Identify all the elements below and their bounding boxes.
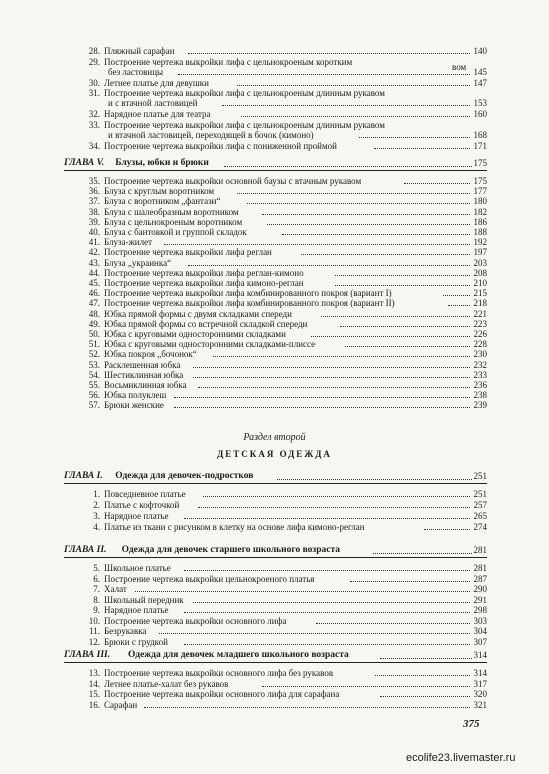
entry-title: Построение чертежа выкройки лифа с пониженной проймой xyxy=(104,140,337,151)
page-number: 281 xyxy=(473,563,487,573)
entry-title: без ластовицы xyxy=(108,66,164,77)
page-number: 232 xyxy=(473,359,487,370)
page-number: 274 xyxy=(473,522,487,532)
page-number: 317 xyxy=(473,678,487,689)
entry-number: 46. xyxy=(88,288,100,299)
dot-leader xyxy=(184,643,471,645)
page-number: 321 xyxy=(473,699,487,710)
entry-number: 33. xyxy=(88,119,100,130)
page-number: 298 xyxy=(473,605,487,615)
entry-number: 52. xyxy=(88,349,100,360)
chapter-page-number: 175 xyxy=(473,158,487,168)
entry-number: 6. xyxy=(93,573,100,584)
entry-number: 48. xyxy=(88,308,100,319)
page-number: 230 xyxy=(473,349,487,360)
entry-number: 55. xyxy=(88,380,100,390)
dot-leader xyxy=(277,478,472,480)
page-number: 215 xyxy=(473,288,487,299)
part-title: ДЕТСКАЯ ОДЕЖДА xyxy=(217,449,332,459)
dot-leader xyxy=(267,223,470,225)
chapter-page-number: 281 xyxy=(473,545,487,555)
entry-title: Построение чертежа выкройки основной баузы с втачным рукавом xyxy=(104,176,362,186)
separator-rule xyxy=(64,662,487,663)
entry-number: 35. xyxy=(88,176,100,186)
entry-number: 29. xyxy=(88,56,100,67)
entry-number: 44. xyxy=(88,267,100,278)
entry-number: 41. xyxy=(88,237,100,248)
entry-number: 45. xyxy=(88,278,100,288)
entry-title: Школьный передник xyxy=(104,594,184,605)
entry-number: 37. xyxy=(88,196,100,207)
dot-leader xyxy=(311,335,470,337)
dot-leader xyxy=(335,284,470,286)
page-number: 153 xyxy=(473,98,487,108)
entry-number: 36. xyxy=(88,186,100,197)
dot-leader xyxy=(198,386,470,388)
entry-number: 4. xyxy=(93,522,100,532)
dot-leader xyxy=(247,202,470,204)
entry-title: Блуза с круглым воротником xyxy=(104,186,215,197)
page-number: 290 xyxy=(473,584,487,594)
dot-leader xyxy=(321,315,470,317)
entry-number: 34. xyxy=(88,140,100,151)
page-number: 145 xyxy=(473,66,487,77)
dot-leader xyxy=(178,73,470,75)
dot-leader xyxy=(203,495,470,497)
dot-leader xyxy=(380,657,472,659)
separator-rule xyxy=(64,170,487,171)
entry-title: Построение чертежа выкройки лифа с цельнокроеным коротким xyxy=(104,56,353,67)
entry-title: Платье с кофточкой xyxy=(104,500,180,510)
page-number: 168 xyxy=(473,129,487,140)
page-number: 236 xyxy=(473,380,487,390)
chapter-label: ГЛАВА V. xyxy=(64,158,105,168)
page-number: 140 xyxy=(473,46,487,56)
entry-title: Блуза „украинка“ xyxy=(104,257,172,268)
page-number: 147 xyxy=(473,77,487,88)
entry-title: Брюки женские xyxy=(104,400,164,411)
entry-title: Построение чертежа выкройки основного лифа xyxy=(104,615,287,626)
entry-title: Нарядное платье xyxy=(104,511,169,521)
chapter-page-number: 314 xyxy=(473,650,487,660)
entry-title: Юбка с круговыми односторонними складками-плиссе xyxy=(104,339,316,350)
entry-title: Блуза с воротником „фантази“ xyxy=(104,196,221,207)
dot-leader xyxy=(213,355,470,357)
entry-title: Построение чертежа выкройки лифа комбинированного покроя (вариант II) xyxy=(104,298,395,309)
entry-number: 3. xyxy=(93,511,100,521)
dot-leader xyxy=(193,376,470,378)
entry-title: Построение чертежа выкройки лифа кимоно-реглан xyxy=(104,278,304,288)
dot-leader xyxy=(198,506,470,508)
page-number: 223 xyxy=(473,318,487,329)
dot-leader xyxy=(174,406,470,408)
dot-leader xyxy=(193,601,470,603)
dot-leader xyxy=(224,165,472,167)
dot-leader xyxy=(443,294,470,296)
entry-number: 30. xyxy=(88,77,100,88)
entry-number: 28. xyxy=(88,46,100,56)
dot-leader xyxy=(350,580,470,582)
section-title: Раздел второй xyxy=(243,432,306,443)
page-number: 238 xyxy=(473,390,487,401)
page-number: 175 xyxy=(473,176,487,186)
entry-number: 9. xyxy=(93,605,100,615)
entry-title: Построение чертежа выкройки цельнокроеного платья xyxy=(104,573,315,584)
entry-title: Пляжный сарафан xyxy=(104,46,175,56)
entry-number: 38. xyxy=(88,206,100,217)
chapter-page-number: 251 xyxy=(473,471,487,481)
dot-leader xyxy=(375,674,470,676)
page-number: 218 xyxy=(473,298,487,309)
entry-number: 15. xyxy=(88,689,100,699)
entry-title: Юбка прямой формы с двумя складками спереди xyxy=(104,308,292,319)
entry-number: 47. xyxy=(88,298,100,309)
entry-title-continuation: вом xyxy=(452,61,467,72)
entry-number: 43. xyxy=(88,257,100,268)
dot-leader xyxy=(237,192,470,194)
entry-title: Блуза с цельнокроеным воротником xyxy=(104,216,243,227)
page-number: 182 xyxy=(473,206,487,217)
entry-title: Построение чертежа выкройки лифа с цельнокроеным длинным рукавом xyxy=(104,119,385,130)
page-folio: 375 xyxy=(463,718,480,730)
page-number: 251 xyxy=(473,489,487,499)
page-number: 265 xyxy=(473,511,487,521)
page-number: 188 xyxy=(473,227,487,237)
dot-leader xyxy=(222,104,470,106)
dot-leader xyxy=(159,632,470,634)
entry-number: 42. xyxy=(88,247,100,258)
dot-leader xyxy=(404,182,470,184)
entry-title: Построение чертежа выкройки лифа комбинированного покроя (вариант I) xyxy=(104,288,392,299)
entry-number: 56. xyxy=(88,390,100,401)
dot-leader xyxy=(135,590,471,592)
entry-number: 49. xyxy=(88,318,100,329)
entry-title: Безрукавка xyxy=(104,626,147,636)
entry-number: 54. xyxy=(88,369,100,380)
entry-title: Нарядное платье для театра xyxy=(104,109,211,119)
page-number: 197 xyxy=(473,247,487,258)
page-number: 303 xyxy=(473,615,487,626)
entry-number: 57. xyxy=(88,400,100,411)
entry-number: 14. xyxy=(88,678,100,689)
dot-leader xyxy=(345,345,470,347)
dot-leader xyxy=(184,517,471,519)
dot-leader xyxy=(301,253,470,255)
dot-leader xyxy=(374,147,470,149)
dot-leader xyxy=(262,685,470,687)
page-number: 221 xyxy=(473,308,487,319)
dot-leader xyxy=(188,52,471,54)
page-number: 160 xyxy=(473,109,487,119)
entry-title: Повседневное платье xyxy=(104,489,186,499)
entry-title: Летнее платье для девушки xyxy=(104,77,209,88)
dot-leader xyxy=(424,528,470,530)
dot-leader xyxy=(335,274,470,276)
entry-number: 32. xyxy=(88,109,100,119)
entry-title: Юбка с круговыми односторонними складками xyxy=(104,329,286,339)
page-number: 291 xyxy=(473,594,487,605)
entry-number: 31. xyxy=(88,88,100,98)
page-number: 177 xyxy=(473,186,487,197)
page-number: 320 xyxy=(473,689,487,699)
entry-title: Блуза с бантовкой и группой складок xyxy=(104,227,247,237)
separator-rule xyxy=(64,483,487,484)
page-number: 228 xyxy=(473,339,487,350)
entry-title: Летнее платье-халат без рукавов xyxy=(104,678,229,689)
dot-leader xyxy=(316,622,470,624)
entry-title: Халат xyxy=(104,584,127,594)
dot-leader xyxy=(237,84,471,86)
page-number: 239 xyxy=(473,400,487,411)
entry-title: и втачной ластовицей, переходящей в бочок (кимоно) xyxy=(108,129,314,140)
entry-title: Построение чертежа выкройки основного лифа для сарафана xyxy=(104,689,340,699)
page-number: 226 xyxy=(473,329,487,339)
entry-number: 16. xyxy=(88,699,100,710)
entry-number: 40. xyxy=(88,227,100,237)
chapter-label: ГЛАВА I. xyxy=(64,471,103,481)
entry-title: Шестиклинная юбка xyxy=(104,369,184,380)
page-number: 233 xyxy=(473,369,487,380)
page-number: 287 xyxy=(473,573,487,584)
page-number: 210 xyxy=(473,278,487,288)
dot-leader xyxy=(241,115,470,117)
entry-title: Платье из ткани с рисунком в клетку на основе лифа кимоно-реглан xyxy=(104,522,365,532)
separator-rule xyxy=(64,557,487,558)
dot-leader xyxy=(262,213,470,215)
chapter-title: Блузы, юбки и брюки xyxy=(115,158,209,168)
entry-number: 11. xyxy=(89,626,100,636)
chapter-title: Одежда для девочек младшего школьного возраста xyxy=(128,650,349,660)
dot-leader xyxy=(188,264,470,266)
entry-title: Построение чертежа выкройки основного лифа без рукавов xyxy=(104,668,334,678)
entry-number: 39. xyxy=(88,216,100,227)
entry-title: Юбка полуклеш xyxy=(104,390,167,401)
chapter-title: Одежда для девочек старшего школьного возраста xyxy=(121,545,341,555)
entry-title: Брюки с грудкой xyxy=(104,636,168,647)
entry-number: 12. xyxy=(88,636,100,647)
dot-leader xyxy=(359,136,470,138)
entry-number: 50. xyxy=(88,329,100,339)
dot-leader xyxy=(340,325,470,327)
entry-number: 2. xyxy=(93,500,100,510)
page-number: 314 xyxy=(473,668,487,678)
watermark: ecolife23.livemaster.ru xyxy=(406,752,516,764)
entry-number: 51. xyxy=(88,339,100,350)
dot-leader xyxy=(184,569,471,571)
entry-title: Сарафан xyxy=(104,699,138,710)
entry-number: 13. xyxy=(88,668,100,678)
dot-leader xyxy=(164,243,470,245)
dot-leader xyxy=(448,304,470,306)
entry-title: Построение чертежа выкройки лифа реглан xyxy=(104,247,272,258)
entry-title: Юбка покроя „бочонок“ xyxy=(104,349,197,360)
entry-title: и с втачной ластовицей xyxy=(108,98,198,108)
page-number: 307 xyxy=(473,636,487,647)
entry-title: Блуза с шалеобразным воротником xyxy=(104,206,239,217)
page-number: 192 xyxy=(473,237,487,248)
chapter-label: ГЛАВА II. xyxy=(64,545,107,555)
entry-title: Построение чертежа выкройки лифа реглан-кимоно xyxy=(104,267,304,278)
page-number: 180 xyxy=(473,196,487,207)
chapter-title: Одежда для девочек-подростков xyxy=(115,471,254,481)
entry-number: 7. xyxy=(93,584,100,594)
entry-title: Блуза-жилет xyxy=(104,237,153,248)
dot-leader xyxy=(174,396,470,398)
entry-title: Восьмиклинная юбка xyxy=(104,380,187,390)
page-number: 257 xyxy=(473,500,487,510)
page-number: 171 xyxy=(473,140,487,151)
entry-number: 53. xyxy=(88,359,100,370)
entry-title: Юбка прямой формы со встречной складкой спереди xyxy=(104,318,308,329)
entry-number: 1. xyxy=(93,489,100,499)
entry-title: Нарядное платье xyxy=(104,605,169,615)
entry-number: 10. xyxy=(88,615,100,626)
entry-title: Построение чертежа выкройки лифа с цельнокроеным длинным рукавом xyxy=(104,88,385,98)
dot-leader xyxy=(144,706,470,708)
dot-leader xyxy=(193,366,470,368)
entry-title: Школьное платье xyxy=(104,563,171,573)
entry-number: 5. xyxy=(93,563,100,573)
dot-leader xyxy=(373,552,472,554)
dot-leader xyxy=(380,695,471,697)
entry-title: Расклешенная юбка xyxy=(104,359,181,370)
page-number: 208 xyxy=(473,267,487,278)
page-number: 203 xyxy=(473,257,487,268)
dot-leader xyxy=(184,611,471,613)
entry-number: 8. xyxy=(93,594,100,605)
chapter-label: ГЛАВА III. xyxy=(64,650,111,660)
dot-leader xyxy=(282,233,471,235)
page-number: 304 xyxy=(473,626,487,636)
page-number: 186 xyxy=(473,216,487,227)
